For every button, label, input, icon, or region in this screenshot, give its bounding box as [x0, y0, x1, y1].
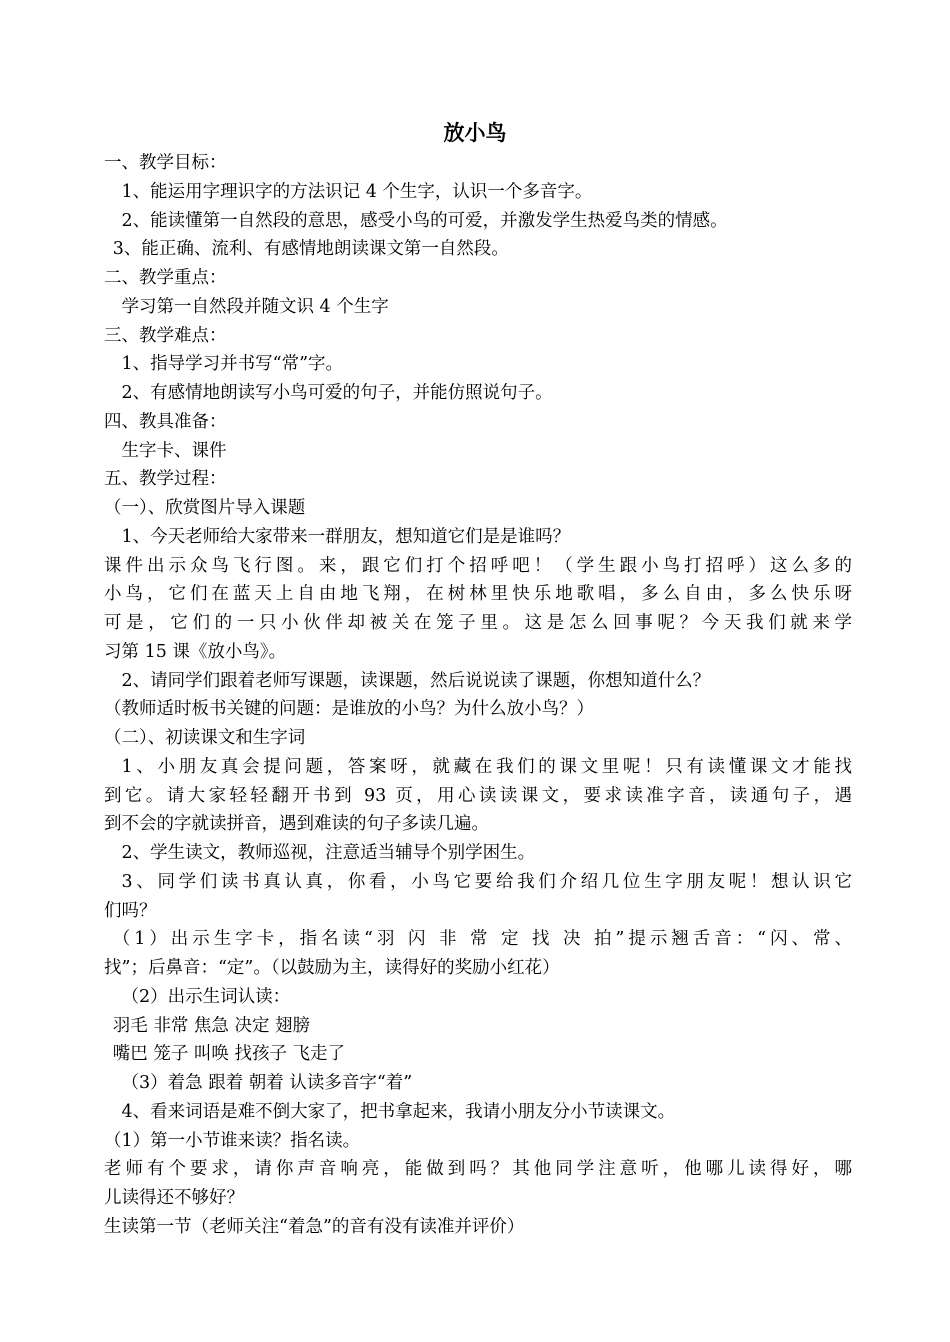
text-line: 2、有感情地朗读写小鸟可爱的句子，并能仿照说句子。 — [121, 383, 553, 403]
text-line: （一）、欣赏图片导入课题 — [104, 498, 306, 518]
text-line: 1、指导学习并书写“常”字。 — [121, 354, 344, 375]
text-line: 2、请同学们跟着老师写课题，读课题，然后说说读了课题，你想知道什么？ — [121, 670, 711, 691]
text-line: 们吗？ — [104, 900, 157, 921]
text-line: 小鸟，它们在蓝天上自由地飞翔，在树林里快乐地歌唱，多么自由，多么快乐呀 — [104, 584, 852, 605]
text-line: 嘴巴 笼子 叫唤 找孩子 飞走了 — [112, 1044, 346, 1065]
document-title: 放小鸟 — [443, 120, 507, 145]
text-line: 可是，它们的一只小伙伴却被关在笼子里。这是怎么回事呢？今天我们就来学 — [104, 613, 852, 633]
document-body — [104, 149, 852, 1242]
text-line: （1）第一小节谁来读？指名读。 — [104, 1130, 361, 1151]
text-line: 习第 15 课《放小鸟》。 — [104, 641, 287, 662]
text-line: （二）、初读课文和生字词 — [104, 728, 306, 748]
text-line: 2、学生读文，教师巡视，注意适当辅导个别学困生。 — [121, 843, 536, 863]
text-line: 儿读得还不够好？ — [104, 1188, 244, 1208]
text-line: 一、教学目标： — [104, 153, 227, 173]
text-line: 三、教学难点： — [104, 325, 227, 346]
text-line: 老师有个要求，请你声音响亮，能做到吗？其他同学注意听，他哪儿读得好，哪 — [104, 1159, 852, 1180]
text-line: 羽毛 非常 焦急 决定 翅膀 — [112, 1015, 311, 1036]
text-line: 2、能读懂第一自然段的意思，感受小鸟的可爱，并激发学生热爱鸟类的情感。 — [121, 210, 728, 231]
text-line: 课件出示众鸟飞行图。来，跟它们打个招呼吧！（学生跟小鸟打招呼）这么多的 — [104, 555, 852, 576]
text-line: 3、同学们读书真认真，你看，小鸟它要给我们介绍几位生字朋友呢！想认识它 — [121, 871, 852, 892]
text-line: 二、教学重点： — [104, 268, 227, 288]
text-line: 到不会的字就读拼音，遇到难读的句子多读几遍。 — [104, 814, 489, 835]
text-line: （教师适时板书关键的问题：是谁放的小鸟？为什么放小鸟？） — [104, 699, 594, 720]
text-line: 生字卡、课件 — [121, 440, 227, 461]
text-line: 3、能正确、流利、有感情地朗读课文第一自然段。 — [112, 239, 509, 260]
text-line: 生读第一节（老师关注“着急”的音有没有读准并评价） — [104, 1216, 525, 1237]
text-line: 1、小朋友真会提问题，答案呀，就藏在我们的课文里呢！只有读懂课文才能找 — [121, 756, 852, 777]
text-line: （1）出示生字卡，指名读“羽 闪 非 常 定 找 决 拍”提示翘舌音：“闪、常、 — [112, 929, 852, 950]
text-line: （2）出示生词认读： — [121, 986, 291, 1007]
text-line: 学习第一自然段并随文识 4 个生字 — [121, 296, 389, 317]
text-line: （3）着急 跟着 朝着 认读多音字“着” — [121, 1073, 413, 1093]
text-line: 五、教学过程： — [104, 469, 227, 490]
text-line: 1、能运用字理识字的方法识记 4 个生字，认识一个多音字。 — [121, 181, 593, 202]
text-line: 找”；后鼻音：“定”。（以鼓励为主，读得好的奖励小红花） — [104, 958, 560, 978]
text-line: 到它。请大家轻轻翻开书到 93 页，用心读读课文，要求读准字音，读通句子，遇 — [104, 785, 852, 806]
text-line: 四、教具准备： — [104, 411, 227, 432]
text-line: 4、看来词语是难不倒大家了，把书拿起来，我请小朋友分小节读课文。 — [121, 1101, 676, 1122]
text-line: 1、今天老师给大家带来一群朋友，想知道它们是是谁吗？ — [121, 526, 571, 547]
